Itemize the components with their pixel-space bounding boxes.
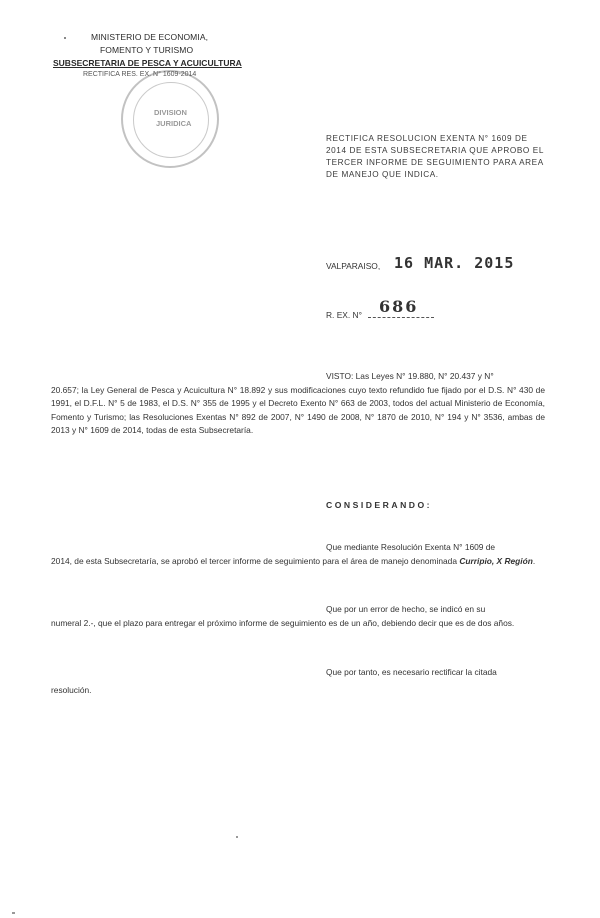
place-label: VALPARAISO,: [326, 261, 381, 271]
considerando-1-rest-a: 2014, de esta Subsecretaría, se aprobó el tercer informe de seguimiento para el área de manejo denominada: [51, 555, 460, 566]
area-name: Curripio, X Región: [459, 555, 533, 566]
considerando-1-first-line: Que mediante Resolución Exenta N° 1609 de: [326, 542, 496, 552]
considerando-2-rest: numeral 2.-, que el plazo para entregar el próximo informe de seguimiento es de un año, debiendo decir que es de dos años.: [51, 617, 515, 628]
considerando-2: [51, 603, 545, 630]
considerando-3-first-line: Que por tanto, es necesario rectificar la citada: [326, 667, 497, 677]
reference-line-3: TERCER INFORME DE SEGUIMIENTO PARA AREA: [326, 158, 544, 167]
visto-paragraph: [51, 370, 545, 438]
reference-line-2: 2014 DE ESTA SUBSECRETARIA QUE APROBO EL: [326, 146, 544, 155]
official-stamp: [121, 70, 219, 168]
subsecretaria-line: SUBSECRETARIA DE PESCA Y ACUICULTURA: [53, 58, 242, 68]
stamp-text-juridica: JURIDICA: [156, 119, 192, 128]
considerando-1: [51, 541, 545, 568]
reference-line-4: DE MANEJO QUE INDICA.: [326, 170, 439, 179]
scan-speck: [64, 37, 66, 39]
stamp-text-division: DIVISION: [154, 108, 187, 117]
scan-speck: [236, 836, 238, 838]
reference-code: RECTIFICA RES. EX. N° 1609-2014: [83, 71, 197, 78]
rex-number: 686: [379, 297, 419, 316]
visto-rest: 20.657; la Ley General de Pesca y Acuicultura N° 18.892 y sus modificaciones cuyo texto refundido fue fijado por el D.S. N° 430 de 1991, el D.F.L. N° 5 de 1983, el D.S. N° 355 de 1995 y el Decreto Exento N° 663 de 2003, todos del actual Ministerio de Economía, Fomento y Turismo; las Resoluciones Exentas N° 892 de 2007, N° 1490 de 2008, N° 1870 de 2010, N° 194 y N° 3536, ambas de 2013 y N° 1609 de 2014, todas de esta Subsecretaría.: [51, 384, 545, 436]
considerando-title: CONSIDERANDO:: [326, 500, 433, 510]
scan-speck: [12, 912, 15, 914]
date-stamp: 16 MAR. 2015: [394, 254, 515, 272]
rex-number-line: [368, 317, 434, 318]
ministry-line-1: MINISTERIO DE ECONOMIA,: [91, 32, 209, 42]
ministry-line-2: FOMENTO Y TURISMO: [100, 45, 194, 55]
considerando-1-rest: [51, 555, 545, 569]
rex-label: R. EX. N°: [326, 310, 362, 320]
visto-first-line: VISTO: Las Leyes N° 19.880, N° 20.437 y N°: [326, 371, 494, 381]
considerando-3-rest: resolución.: [51, 684, 92, 695]
considerando-1-rest-end: .: [532, 555, 536, 566]
considerando-2-first-line: Que por un error de hecho, se indicó en su: [326, 604, 486, 614]
reference-line-1: RECTIFICA RESOLUCION EXENTA N° 1609 DE: [326, 134, 528, 143]
reference-block: [326, 133, 554, 181]
considerando-3: [51, 666, 545, 697]
